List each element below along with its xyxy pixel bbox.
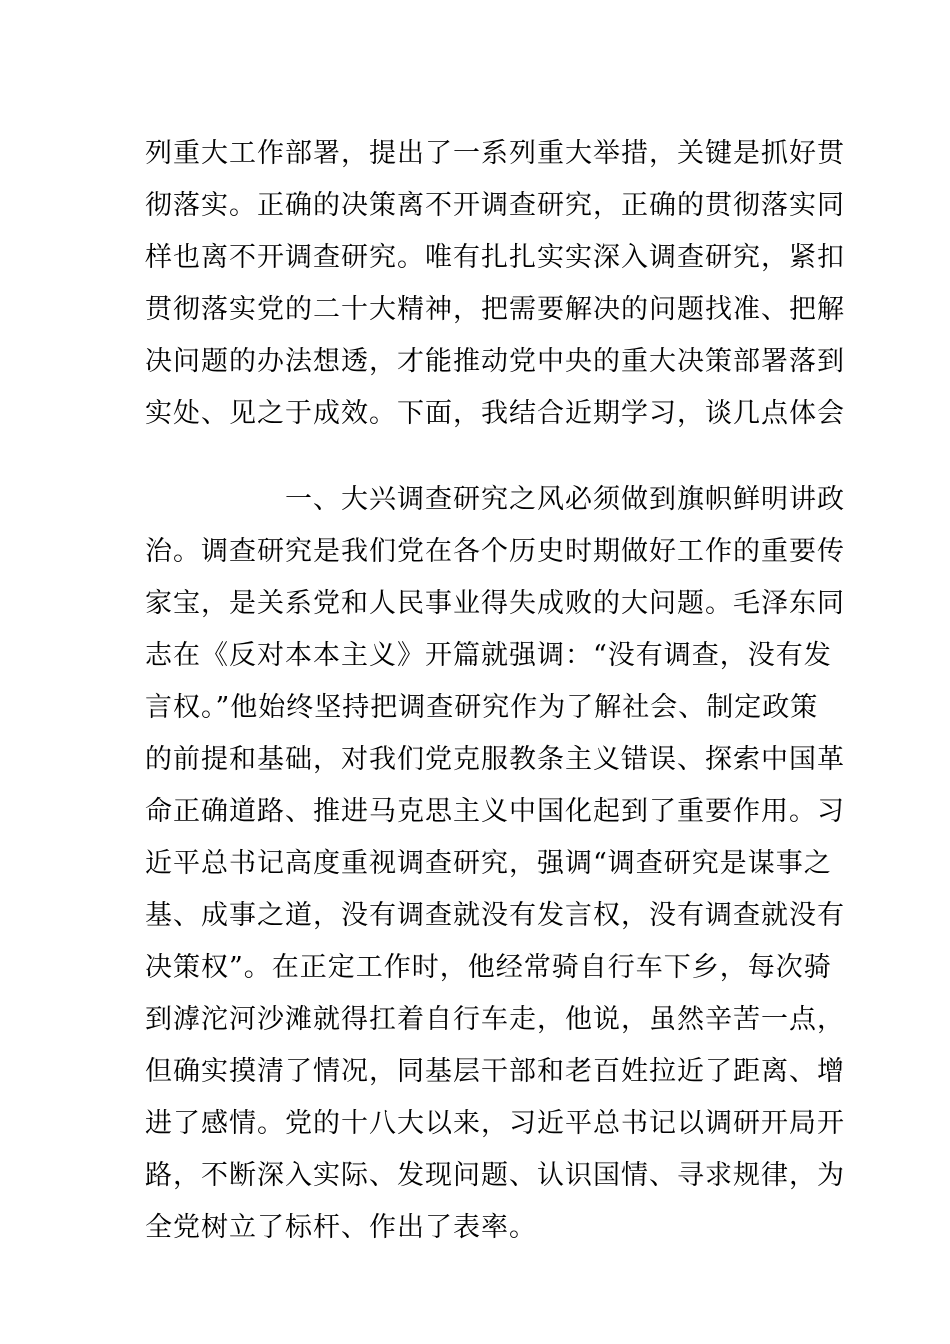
section-line: 但确实摸清了情况，同基层干部和老百姓拉近了距离、增	[145, 1056, 845, 1087]
intro-line: 贯彻落实党的二十大精神，把需要解决的问题找准、把解	[145, 294, 845, 325]
section-line: 进了感情。党的十八大以来，习近平总书记以调研开局开	[145, 1108, 845, 1139]
intro-line: 样也离不开调查研究。唯有扎扎实实深入调查研究，紧扣	[145, 242, 845, 273]
section-line: 志在《反对本本主义》开篇就强调：“没有调查，没有发	[145, 640, 832, 671]
section-line: 言权。”他始终坚持把调查研究作为了解社会、制定政策	[145, 692, 819, 723]
intro-line: 实处、见之于成效。下面，我结合近期学习，谈几点体会	[145, 398, 845, 429]
section-line: 全党树立了标杆、作出了表率。	[145, 1212, 537, 1243]
section-line: 命正确道路、推进马克思主义中国化起到了重要作用。习	[145, 796, 845, 827]
section-line: 的前提和基础，对我们党克服教条主义错误、探索中国革	[145, 744, 845, 775]
section-line: 决策权”。在正定工作时，他经常骑自行车下乡，每次骑	[145, 952, 832, 983]
intro-line: 决问题的办法想透，才能推动党中央的重大决策部署落到	[145, 346, 845, 377]
section-line: 家宝，是关系党和人民事业得失成败的大问题。毛泽东同	[145, 588, 845, 619]
section-line: 到滹沱河沙滩就得扛着自行车走，他说，虽然辛苦一点，	[145, 1004, 845, 1035]
section-line: 路，不断深入实际、发现问题、认识国情、寻求规律，为	[145, 1160, 845, 1191]
intro-line: 彻落实。正确的决策离不开调查研究，正确的贯彻落实同	[145, 190, 845, 221]
section-line: 近平总书记高度重视调查研究，强调“调查研究是谋事之	[145, 848, 832, 879]
intro-line: 列重大工作部署，提出了一系列重大举措，关键是抓好贯	[145, 138, 845, 169]
section-line: 治。调查研究是我们党在各个历史时期做好工作的重要传	[145, 536, 845, 567]
section-heading-line: 一、大兴调查研究之风必须做到旗帜鲜明讲政	[285, 484, 845, 515]
section-line: 基、成事之道，没有调查就没有发言权，没有调查就没有	[145, 900, 845, 931]
